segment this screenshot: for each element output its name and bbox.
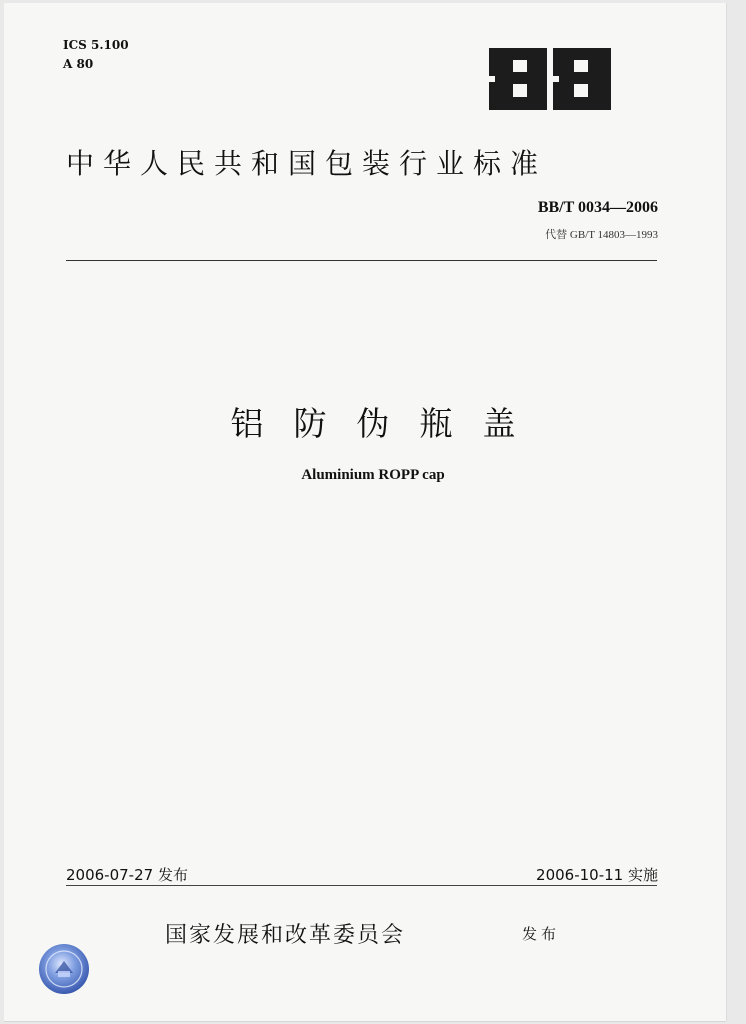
footer-divider — [66, 885, 657, 886]
implement-date: 2006-10-11 实施 — [536, 866, 658, 884]
document-title-en: Aluminium ROPP cap — [301, 467, 445, 483]
classification-codes — [63, 36, 129, 74]
publish-date: 2006-07-27 发布 — [66, 866, 188, 884]
standard-code: BB/T 0034—2006 — [537, 199, 658, 216]
issue-label: 发布 — [522, 925, 561, 943]
header-divider — [66, 260, 657, 261]
issuing-authority: 国家发展和改革委员会 — [165, 923, 406, 948]
bb-logo — [489, 48, 611, 110]
standard-type-title: 中华人民共和国包装行业标准 — [66, 147, 548, 180]
document-title-cn: 铝防伪瓶盖 — [230, 404, 546, 443]
hologram-seal-icon — [38, 943, 90, 995]
replaces-standard: 代替 GB/T 14803—1993 — [545, 229, 658, 241]
category-code: A 80 — [63, 57, 94, 71]
ics-code: ICS 5.100 — [63, 38, 129, 52]
